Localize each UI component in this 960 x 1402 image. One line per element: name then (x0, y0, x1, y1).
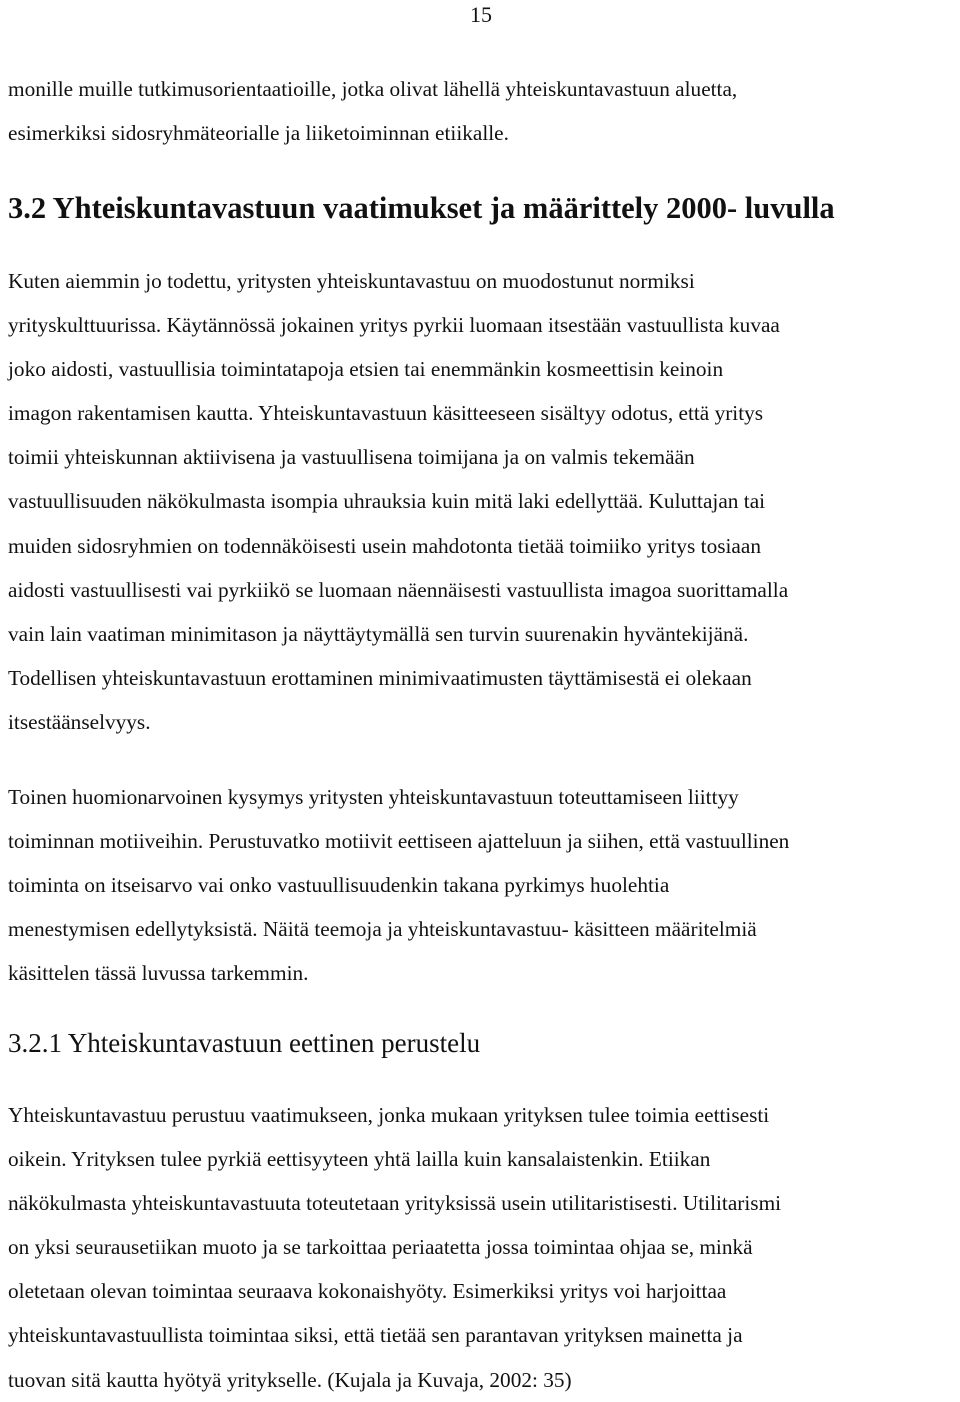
text-line: joko aidosti, vastuullisia toimintatapoja etsien tai enemmänkin kosmeettisin keinoin (8, 357, 724, 382)
text-line: imagon rakentamisen kautta. Yhteiskuntavastuun käsitteeseen sisältyy odotus, että yritys (8, 401, 764, 426)
text-line: tuovan sitä kautta hyötyä yritykselle. (Kujala ja Kuvaja, 2002: 35) (8, 1367, 572, 1392)
text-line: menestymisen edellytyksistä. Näitä teemoja ja yhteiskuntavastuu- käsitteen määritelmiä (8, 917, 757, 942)
text-line: aidosti vastuullisesti vai pyrkiikö se luomaan näennäisesti vastuullista imagoa suorittamalla (8, 577, 789, 602)
paragraph (8, 259, 956, 744)
text-line: Todellisen yhteiskuntavastuun erottaminen minimivaatimusten täyttämisestä ei olekaan (8, 665, 752, 690)
text-line: oletetaan olevan toimintaa seuraava kokonaishyöty. Esimerkiksi yritys voi harjoittaa (8, 1279, 727, 1304)
paragraph (8, 775, 956, 995)
text-line: oikein. Yrityksen tulee pyrkiä eettisyyteen yhtä lailla kuin kansalaistenkin. Etiikan (8, 1147, 711, 1172)
text-line: toimii yhteiskunnan aktiivisena ja vastuullisena toimijana ja on valmis tekemään (8, 445, 695, 470)
text-line: muiden sidosryhmien on todennäköisesti usein mahdotonta tietää toimiiko yritys tosiaan (8, 533, 761, 558)
text-line: toiminnan motiiveihin. Perustuvatko motiivit eettiseen ajatteluun ja siihen, että vastuullinen (8, 829, 790, 854)
text-line: on yksi seurausetiikan muoto ja se tarkoittaa periaatetta jossa toimintaa ohjaa se, minkä (8, 1235, 753, 1260)
text-line: käsittelen tässä luvussa tarkemmin. (8, 961, 309, 986)
text-line: yrityskulttuurissa. Käytännössä jokainen yritys pyrkii luomaan itsestään vastuullista kuvaa (8, 313, 780, 338)
text-line: monille muille tutkimusorientaatioille, jotka olivat lähellä yhteiskuntavastuun aluetta, (8, 77, 738, 101)
text-line: näkökulmasta yhteiskuntavastuuta toteutetaan yrityksissä usein utilitaristisesti. Utilitarismi (8, 1191, 782, 1216)
intro-paragraph (8, 67, 956, 155)
text-line: itsestäänselvyys. (8, 709, 151, 734)
text-line: Kuten aiemmin jo todettu, yritysten yhteiskuntavastuu on muodostunut normiksi (8, 269, 695, 293)
text-line: esimerkiksi sidosryhmäteorialle ja liiketoiminnan etiikalle. (8, 121, 509, 146)
subsection-heading: 3.2.1 Yhteiskuntavastuun eettinen perustelu (8, 1028, 481, 1058)
text-line: yhteiskuntavastuullista toimintaa siksi, että tietää sen parantavan yrityksen mainetta ja (8, 1323, 743, 1348)
page-number: 15 (470, 2, 492, 27)
paragraph (8, 1093, 956, 1402)
section-heading: 3.2 Yhteiskuntavastuun vaatimukset ja määrittely 2000- luvulla (8, 191, 835, 225)
text-line: vain lain vaatiman minimitason ja näyttäytymällä sen turvin suurenakin hyväntekijänä. (8, 621, 749, 646)
text-line: toiminta on itseisarvo vai onko vastuullisuudenkin takana pyrkimys huolehtia (8, 873, 670, 898)
text-line: Yhteiskuntavastuu perustuu vaatimukseen, jonka mukaan yrityksen tulee toimia eettisesti (8, 1103, 770, 1127)
text-line: vastuullisuuden näkökulmasta isompia uhrauksia kuin mitä laki edellyttää. Kuluttajan tai (8, 489, 766, 514)
text-line: Toinen huomionarvoinen kysymys yritysten yhteiskuntavastuun toteuttamiseen liittyy (8, 785, 739, 809)
